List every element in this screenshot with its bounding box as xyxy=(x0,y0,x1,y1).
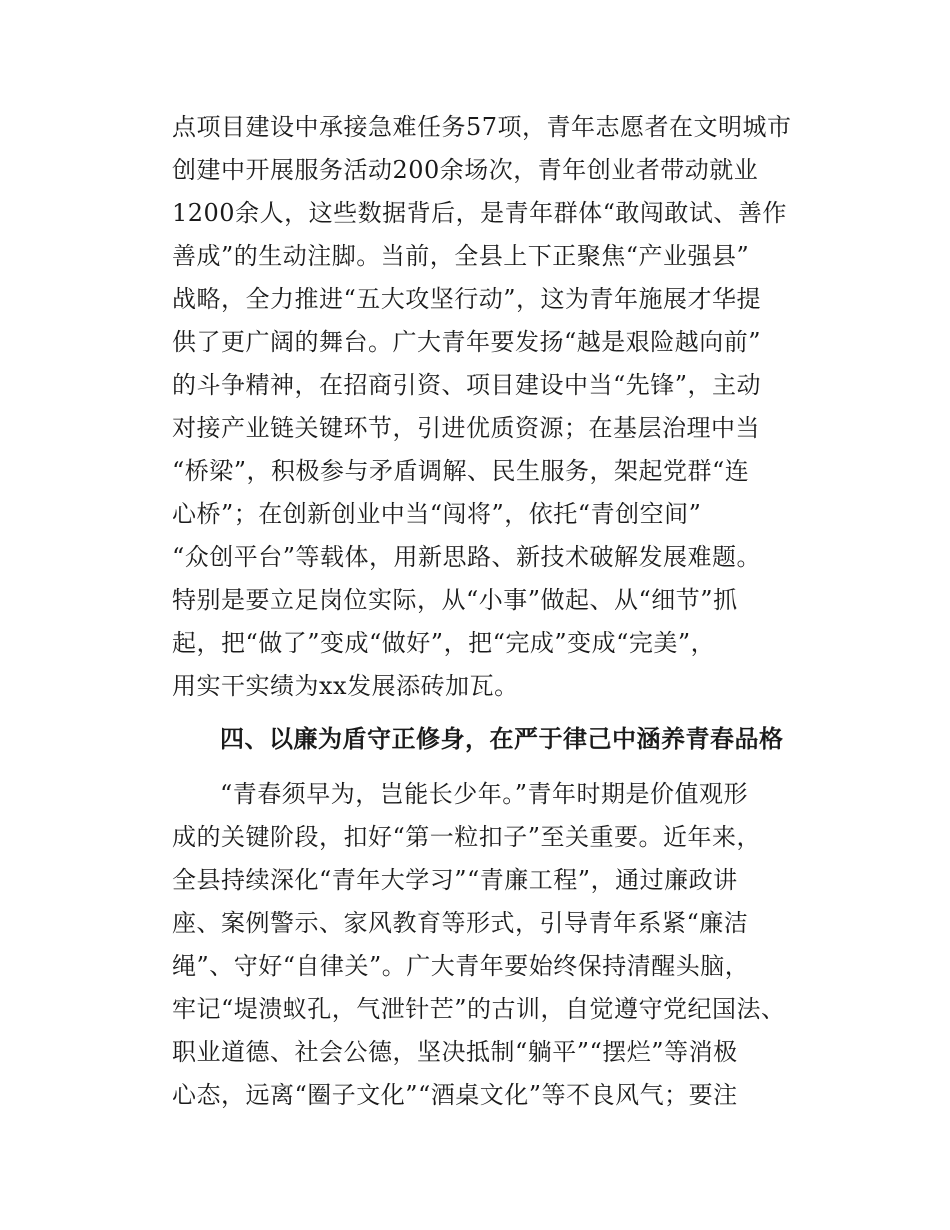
body-text-line: 战略，全力推进“五大攻坚行动”，这为青年施展才华提 xyxy=(172,285,762,313)
body-text-line: 全县持续深化“青年大学习”“青廉工程”，通过廉政讲 xyxy=(172,866,738,894)
body-text-line: 1200余人，这些数据背后，是青年群体“敢闯敢试、善作 xyxy=(172,199,787,227)
body-text-line: 绳”、守好“自律关”。广大青年要始终保持清醒头脑， xyxy=(172,952,750,980)
body-text-line: 牢记“堤溃蚁孔，气泄针芒”的古训，自觉遵守党纪国法、 xyxy=(172,995,786,1023)
body-text-line: “众创平台”等载体，用新思路、新技术破解发展难题。 xyxy=(172,543,762,571)
body-text-line: 职业道德、社会公德，坚决抵制“躺平”“摆烂”等消极 xyxy=(172,1038,738,1066)
body-text-line: 起，把“做了”变成“做好”，把“完成”变成“完美”， xyxy=(172,629,716,657)
body-text-line: 特别是要立足岗位实际，从“小事”做起、从“细节”抓 xyxy=(172,586,738,614)
body-text-line: 点项目建设中承接急难任务57项，青年志愿者在文明城市 xyxy=(172,113,792,141)
body-text-line: 善成”的生动注脚。当前，全县上下正聚焦“产业强县” xyxy=(172,242,750,270)
body-text-line: 对接产业链关键环节，引进优质资源；在基层治理中当 xyxy=(172,414,760,442)
body-text-line: 座、案例警示、家风教育等形式，引导青年系紧“廉洁 xyxy=(172,909,749,937)
section-heading: 四、以廉为盾守正修身，在严于律己中涵养青春品格 xyxy=(220,725,784,753)
body-text-line: 创建中开展服务活动200余场次，青年创业者带动就业 xyxy=(172,156,759,184)
body-text-line: 用实干实绩为xx发展添砖加瓦。 xyxy=(172,672,519,700)
body-text-line: “青春须早为，岂能长少年。”青年时期是价值观形 xyxy=(220,780,749,808)
body-text-line: 心桥”；在创新创业中当“闯将”，依托“青创空间” xyxy=(172,500,702,528)
body-text-line: “桥梁”，积极参与矛盾调解、民生服务，架起党群“连 xyxy=(172,457,750,485)
body-text-line: 供了更广阔的舞台。广大青年要发扬“越是艰险越向前” xyxy=(172,328,762,356)
body-text-line: 的斗争精神，在招商引资、项目建设中当“先锋”，主动 xyxy=(172,371,762,399)
body-text-line: 成的关键阶段，扣好“第一粒扣子”至关重要。近年来， xyxy=(172,823,762,851)
body-text-line: 心态，远离“圈子文化”“酒桌文化”等不良风气；要注 xyxy=(172,1081,738,1109)
